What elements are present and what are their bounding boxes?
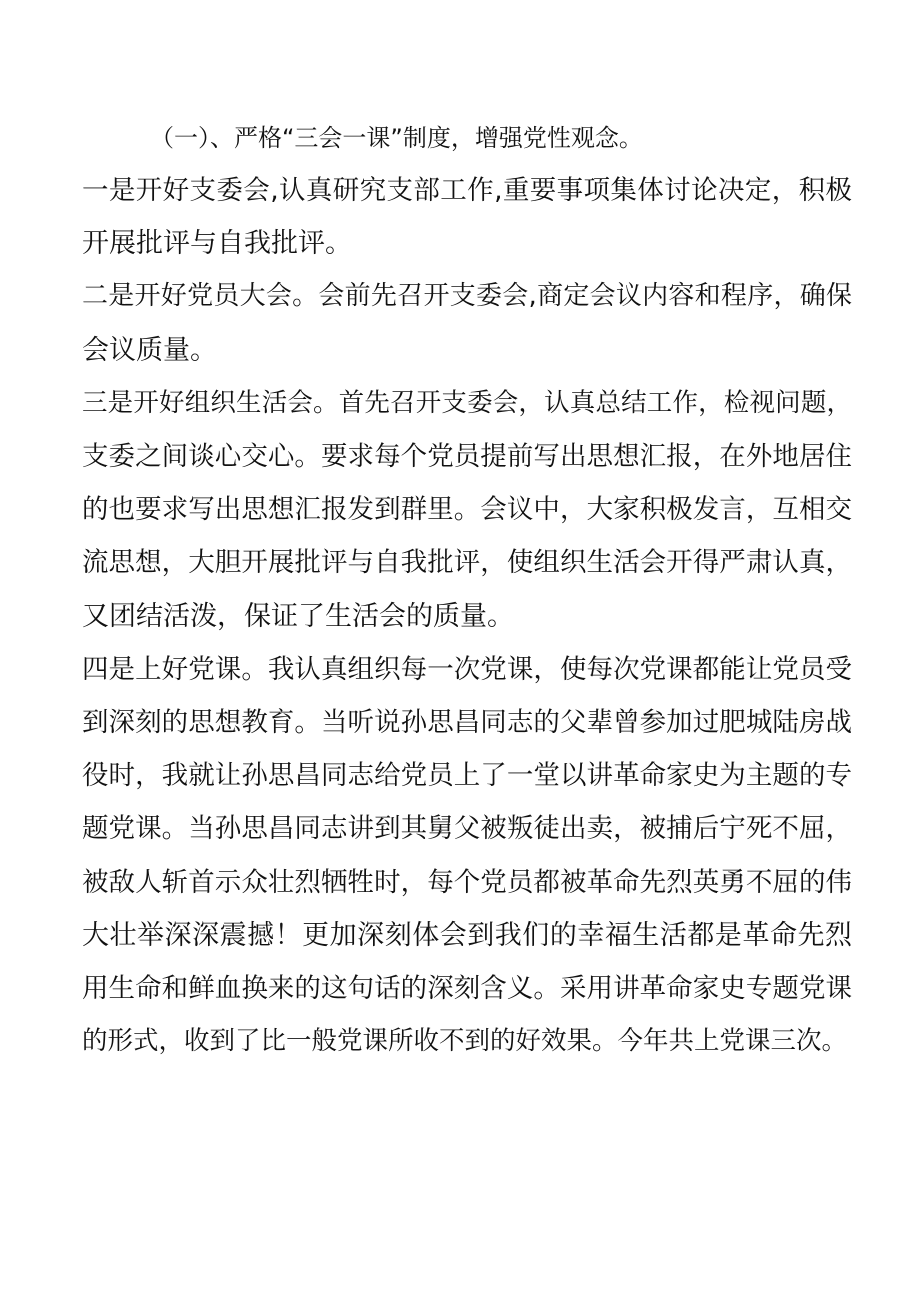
paragraph-line: 又团结活泼，保证了生活会的质量。 bbox=[82, 600, 514, 632]
paragraph-line: 流思想，大胆开展批评与自我批评，使组织生活会开得严肃认真， bbox=[82, 547, 852, 579]
paragraph-party-lecture bbox=[82, 643, 852, 1069]
paragraph-line: 支委之间谈心交心。要求每个党员提前写出思想汇报，在外地居住 bbox=[82, 441, 852, 473]
paragraph-line: 一是开好支委会,认真研究支部工作,重要事项集体讨论决定，积极 bbox=[82, 175, 852, 206]
paragraph-line: 四是上好党课。我认真组织每一次党课，使每次党课都能让党员受 bbox=[82, 653, 852, 685]
section-heading: （一）、严格“三会一课”制度，增强党性观念。 bbox=[150, 124, 643, 152]
paragraph-party-members-meeting bbox=[82, 270, 852, 376]
paragraph-line: 的形式，收到了比一般党课所收不到的好效果。今年共上党课三次。 bbox=[82, 1026, 848, 1057]
paragraph-line: 二是开好党员大会。会前先召开支委会,商定会议内容和程序，确保 bbox=[82, 281, 852, 312]
paragraph-line: 开展批评与自我批评。 bbox=[82, 228, 352, 260]
paragraph-line: 役时，我就让孙思昌同志给党员上了一堂以讲革命家史为主题的专 bbox=[82, 760, 852, 792]
paragraph-line: 大壮举深深震撼！更加深刻体会到我们的幸福生活都是革命先烈 bbox=[82, 919, 852, 951]
paragraph-line: 题党课。当孙思昌同志讲到其舅父被叛徒出卖，被捕后宁死不屈， bbox=[82, 813, 852, 845]
paragraph-line: 会议质量。 bbox=[82, 334, 217, 366]
document-body bbox=[82, 112, 852, 1068]
paragraph-line: 三是开好组织生活会。首先召开支委会，认真总结工作，检视问题， bbox=[82, 387, 852, 418]
paragraph-organizational-life-meeting bbox=[82, 377, 852, 643]
paragraph-line: 被敌人斩首示众壮烈牺牲时，每个党员都被革命先烈英勇不屈的伟 bbox=[82, 866, 852, 898]
paragraph-line: 用生命和鲜血换来的这句话的深刻含义。采用讲革命家史专题党课 bbox=[82, 973, 852, 1005]
paragraph-line: 的也要求写出思想汇报发到群里。会议中，大家积极发言，互相交 bbox=[82, 494, 852, 526]
paragraph-branch-committee bbox=[82, 164, 852, 270]
paragraph-line: 到深刻的思想教育。当听说孙思昌同志的父辈曾参加过肥城陆房战 bbox=[82, 707, 852, 739]
